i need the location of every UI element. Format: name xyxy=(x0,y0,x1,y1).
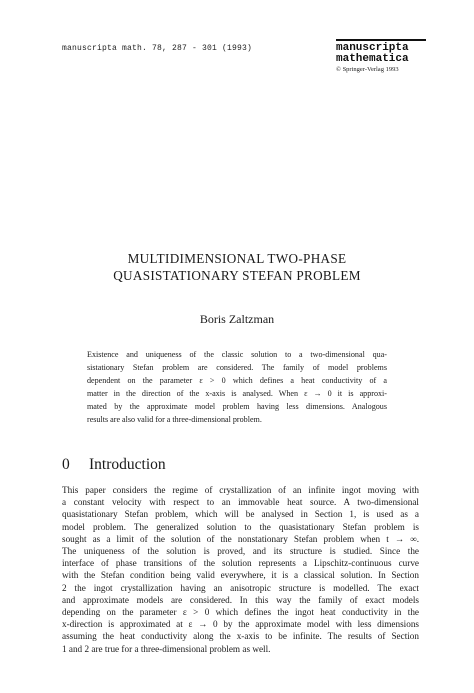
abstract-line: results are also valid for a three-dimensional problem. xyxy=(87,415,262,424)
copyright-notice: © Springer-Verlag 1993 xyxy=(336,65,399,73)
abstract-line: sistationary Stefan problem are considered. The family of model problems xyxy=(87,363,387,372)
intro-line: depending on the parameter ε > 0 which defines the ingot heat conductivity in the xyxy=(62,607,419,618)
citation-header: manuscripta math. 78, 287 - 301 (1993) xyxy=(62,44,253,53)
intro-line: a constant velocity with respect to an immovable heat source. A two-dimensional xyxy=(62,497,419,508)
section-number: 0 xyxy=(62,456,70,473)
paper-title xyxy=(0,250,474,284)
paper-title-line2: QUASISTATIONARY STEFAN PROBLEM xyxy=(113,268,361,283)
section-heading xyxy=(62,456,166,474)
introduction-body xyxy=(62,484,419,655)
abstract-line: mated by the approximate model problem having less dimensions. Analogous xyxy=(87,402,387,411)
abstract-line: Existence and uniqueness of the classic solution to a two-dimensional qua- xyxy=(87,350,387,359)
journal-rule xyxy=(336,39,426,41)
journal-logo xyxy=(336,39,426,73)
journal-name-line2: mathematica xyxy=(336,52,409,65)
intro-line: assuming the heat conductivity along the x-axis to be infinite. The results of Section xyxy=(62,631,419,642)
abstract-line: dependent on the parameter ε > 0 which defines a heat conductivity of a xyxy=(87,376,387,385)
intro-line: quasistationary Stefan problem, which will be analysed in Section 1, is used as a xyxy=(62,509,419,520)
intro-line: and approximate models are considered. In this way the family of exact models xyxy=(62,594,419,605)
section-title: Introduction xyxy=(89,456,166,473)
intro-line: with the Stefan condition being valid everywhere, it is a classical solution. In Section xyxy=(62,570,419,581)
abstract-line: matter in the direction of the x-axis is analysed. When ε → 0 it is approxi- xyxy=(87,389,387,398)
abstract xyxy=(87,348,387,426)
journal-name-line1: manuscripta xyxy=(336,41,409,54)
intro-line: 1 and 2 are true for a three-dimensional problem as well. xyxy=(62,643,271,654)
intro-line: This paper considers the regime of crystallization of an infinite ingot moving with xyxy=(62,485,419,495)
intro-line: x-direction is approximated at ε → 0 by the approximate model with less dimensions xyxy=(62,619,419,630)
paper-author: Boris Zaltzman xyxy=(199,312,275,326)
intro-line: sought as a limit of the solution of the nonstationary Stefan problem when t → ∞. xyxy=(62,533,419,544)
intro-line: model problem. The generalized solution to the quasistationary Stefan problem is xyxy=(62,521,419,532)
intro-line: interface of phase transitions of the solution represents a Lipschitz-continuous curve xyxy=(62,558,419,569)
intro-line: 2 the ingot crystallization having an anisotropic structure is modelled. The exact xyxy=(62,582,419,593)
intro-line: The uniqueness of the solution is proved, and its structure is studied. Since the xyxy=(62,546,419,557)
paper-title-line1: MULTIDIMENSIONAL TWO-PHASE xyxy=(127,251,347,266)
